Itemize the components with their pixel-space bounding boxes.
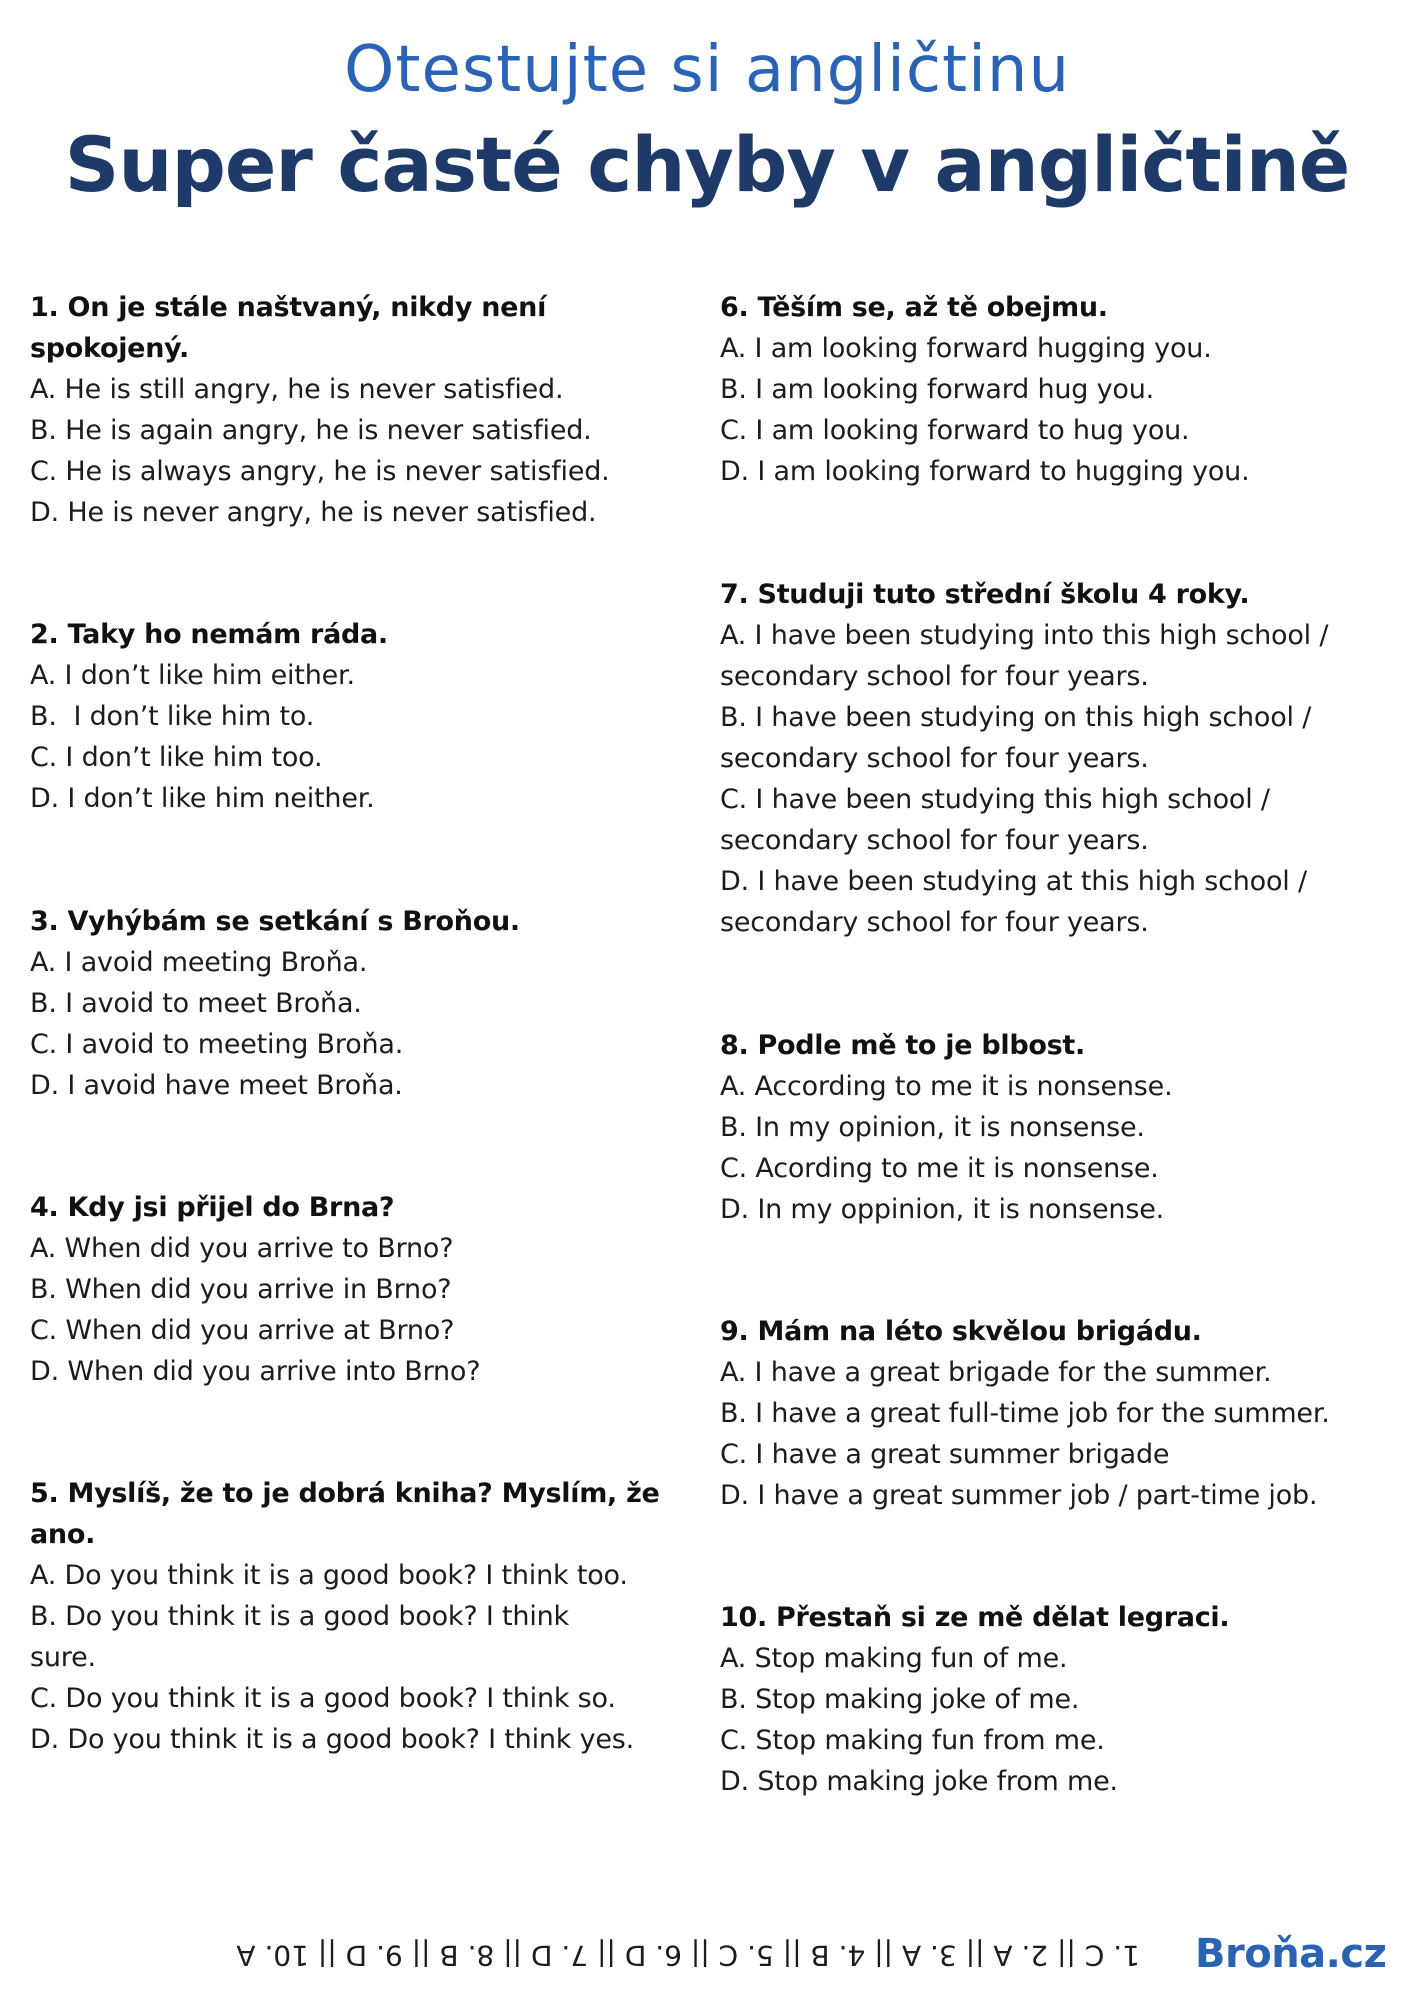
question-4 xyxy=(30,1187,690,1433)
option-a: A. I avoid meeting Broňa. xyxy=(30,947,368,978)
option-b: B. Do you think it is a good book? I think sure. xyxy=(30,1601,569,1673)
option-b: B. In my opinion, it is nonsense. xyxy=(720,1112,1145,1143)
option-b: B. I have a great full-time job for the summer. xyxy=(720,1398,1330,1429)
option-c: C. I avoid to meeting Broňa. xyxy=(30,1029,404,1060)
option-d: D. I have a great summer job / part-time job. xyxy=(720,1480,1318,1511)
option-d: D. Stop making joke from me. xyxy=(720,1766,1118,1797)
option-d: D. I am looking forward to hugging you. xyxy=(720,456,1250,487)
option-b: B. He is again angry, he is never satisfied. xyxy=(30,415,592,446)
option-b: B. I am looking forward hug you. xyxy=(720,374,1155,405)
option-b: B. I avoid to meet Broňa. xyxy=(30,988,362,1019)
option-a: A. When did you arrive to Brno? xyxy=(30,1233,454,1264)
option-c: C. I am looking forward to hug you. xyxy=(720,415,1190,446)
question-5 xyxy=(30,1473,690,1760)
brand-logo[interactable]: Broňa.cz xyxy=(1195,1931,1387,1977)
option-d: D. I don’t like him neither. xyxy=(30,783,375,814)
option-d: D. Do you think it is a good book? I think yes. xyxy=(30,1724,635,1755)
option-b: B. When did you arrive in Brno? xyxy=(30,1274,452,1305)
question-title: 8. Podle mě to je blbost. xyxy=(720,1030,1085,1061)
option-d: D. In my oppinion, it is nonsense. xyxy=(720,1194,1164,1225)
option-d: D. I have been studying at this high school / secondary school for four years. xyxy=(720,866,1307,938)
question-title: 3. Vyhýbám se setkání s Broňou. xyxy=(30,906,520,937)
option-c: C. I don’t like him too. xyxy=(30,742,323,773)
question-8 xyxy=(720,1025,1390,1271)
question-title: 10. Přestaň si ze mě dělat legraci. xyxy=(720,1602,1230,1633)
option-c: C. When did you arrive at Brno? xyxy=(30,1315,455,1346)
option-d: D. He is never angry, he is never satisfied. xyxy=(30,497,597,528)
option-a: A. Do you think it is a good book? I think too. xyxy=(30,1560,628,1591)
option-c: C. I have a great summer brigade xyxy=(720,1439,1170,1470)
option-a: A. I am looking forward hugging you. xyxy=(720,333,1212,364)
question-6 xyxy=(720,287,1390,533)
question-7 xyxy=(720,574,1390,984)
question-3 xyxy=(30,901,690,1147)
option-a: A. According to me it is nonsense. xyxy=(720,1071,1173,1102)
answer-key: 1. C || 2. A || 3. A || 4. B || 5. C || 6. D || 7. D || 8. B || 9. D || 10. A xyxy=(236,1939,1140,1972)
option-b: B. I have been studying on this high school / secondary school for four years. xyxy=(720,702,1312,774)
question-title: 6. Těším se, až tě obejmu. xyxy=(720,292,1108,323)
question-title: 4. Kdy jsi přijel do Brna? xyxy=(30,1192,395,1223)
question-title: 5. Myslíš, že to je dobrá kniha? Myslím, že ano. xyxy=(30,1478,660,1550)
page-subtitle: Otestujte si angličtinu xyxy=(343,33,1071,107)
question-title: 1. On je stále naštvaný, nikdy není spokojený. xyxy=(30,292,547,364)
question-title: 9. Mám na léto skvělou brigádu. xyxy=(720,1316,1202,1347)
option-a: A. I have a great brigade for the summer. xyxy=(720,1357,1272,1388)
option-a: A. I don’t like him either. xyxy=(30,660,355,691)
question-9 xyxy=(720,1311,1390,1557)
left-column xyxy=(30,287,690,1760)
right-column xyxy=(720,287,1390,1802)
option-a: A. I have been studying into this high school / secondary school for four years. xyxy=(720,620,1329,692)
option-d: D. I avoid have meet Broňa. xyxy=(30,1070,403,1101)
question-10 xyxy=(720,1597,1390,1802)
option-c: C. Stop making fun from me. xyxy=(720,1725,1105,1756)
page-title: Super časté chyby v angličtině xyxy=(64,120,1350,209)
option-a: A. Stop making fun of me. xyxy=(720,1643,1068,1674)
question-title: 2. Taky ho nemám ráda. xyxy=(30,619,388,650)
question-title: 7. Studuji tuto střední školu 4 roky. xyxy=(720,579,1250,610)
option-a: A. He is still angry, he is never satisfied. xyxy=(30,374,564,405)
option-c: C. Do you think it is a good book? I think so. xyxy=(30,1683,616,1714)
question-2 xyxy=(30,614,690,860)
option-b: B. I don’t like him to. xyxy=(30,701,315,732)
option-c: C. Acording to me it is nonsense. xyxy=(720,1153,1159,1184)
option-c: C. I have been studying this high school / secondary school for four years. xyxy=(720,784,1270,856)
question-1 xyxy=(30,287,690,574)
option-c: C. He is always angry, he is never satisfied. xyxy=(30,456,610,487)
option-b: B. Stop making joke of me. xyxy=(720,1684,1080,1715)
option-d: D. When did you arrive into Brno? xyxy=(30,1356,481,1387)
